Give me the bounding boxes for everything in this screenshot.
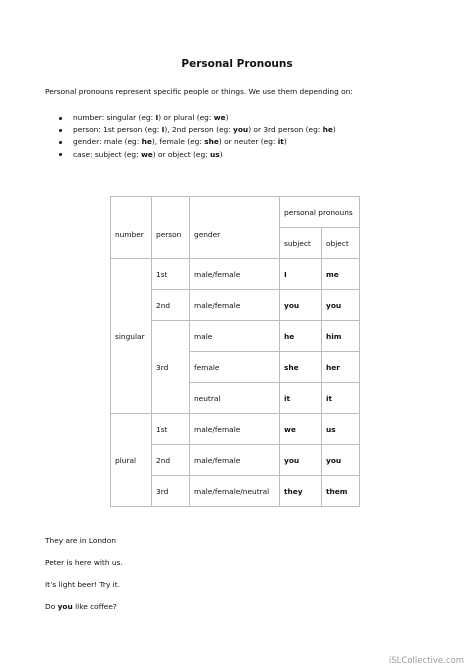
intro-text: Personal pronouns represent specific people or things. We use them depending on:: [45, 87, 353, 96]
cell-gender: neutral: [190, 383, 280, 414]
cell-object: you: [322, 290, 360, 321]
example-sentences: [45, 536, 123, 624]
table-row: [111, 197, 360, 228]
list-item: number: singular (eg: I) or plural (eg: we): [57, 112, 336, 124]
sentence: Do you like coffee?: [45, 602, 117, 611]
cell-object: them: [322, 476, 360, 507]
cell-person: 3rd: [152, 476, 190, 507]
cell-gender: male/female: [190, 414, 280, 445]
header-number: number: [111, 197, 152, 259]
list-item: person: 1st person (eg: I), 2nd person (eg: you) or 3rd person (eg: he): [57, 124, 336, 136]
list-item: case: subject (eg: we) or object (eg: us): [57, 149, 336, 161]
cell-object: us: [322, 414, 360, 445]
header-person: person: [152, 197, 190, 259]
cell-person: 1st: [152, 259, 190, 290]
pronoun-table: [110, 196, 360, 507]
criteria-list: [57, 112, 336, 161]
cell-person: 2nd: [152, 290, 190, 321]
cell-gender: female: [190, 352, 280, 383]
header-subject: subject: [280, 228, 322, 259]
group-singular: singular: [111, 259, 152, 414]
sentence: They are in London: [45, 536, 116, 545]
page-title: Personal Pronouns: [181, 58, 293, 70]
header-personal-pronouns: personal pronouns: [280, 197, 360, 228]
cell-subject: they: [280, 476, 322, 507]
cell-person: 2nd: [152, 445, 190, 476]
cell-subject: I: [280, 259, 322, 290]
cell-object: him: [322, 321, 360, 352]
cell-subject: you: [280, 445, 322, 476]
sentence: Peter is here with us.: [45, 558, 123, 567]
cell-object: it: [322, 383, 360, 414]
cell-object: her: [322, 352, 360, 383]
group-plural: plural: [111, 414, 152, 507]
cell-gender: male/female: [190, 290, 280, 321]
header-gender: gender: [190, 197, 280, 259]
cell-subject: you: [280, 290, 322, 321]
table-row: [111, 414, 360, 445]
cell-subject: she: [280, 352, 322, 383]
cell-object: you: [322, 445, 360, 476]
cell-gender: male/female: [190, 259, 280, 290]
cell-gender: male: [190, 321, 280, 352]
cell-object: me: [322, 259, 360, 290]
cell-gender: male/female: [190, 445, 280, 476]
sentence: It’s light beer! Try it.: [45, 580, 120, 589]
table-row: [111, 259, 360, 290]
cell-gender: male/female/neutral: [190, 476, 280, 507]
cell-subject: he: [280, 321, 322, 352]
cell-subject: we: [280, 414, 322, 445]
cell-person: 3rd: [152, 321, 190, 414]
list-item: gender: male (eg: he), female (eg: she) or neuter (eg: it): [57, 136, 336, 148]
header-object: object: [322, 228, 360, 259]
cell-person: 1st: [152, 414, 190, 445]
cell-subject: it: [280, 383, 322, 414]
watermark: iSLCollective.com: [388, 656, 464, 666]
